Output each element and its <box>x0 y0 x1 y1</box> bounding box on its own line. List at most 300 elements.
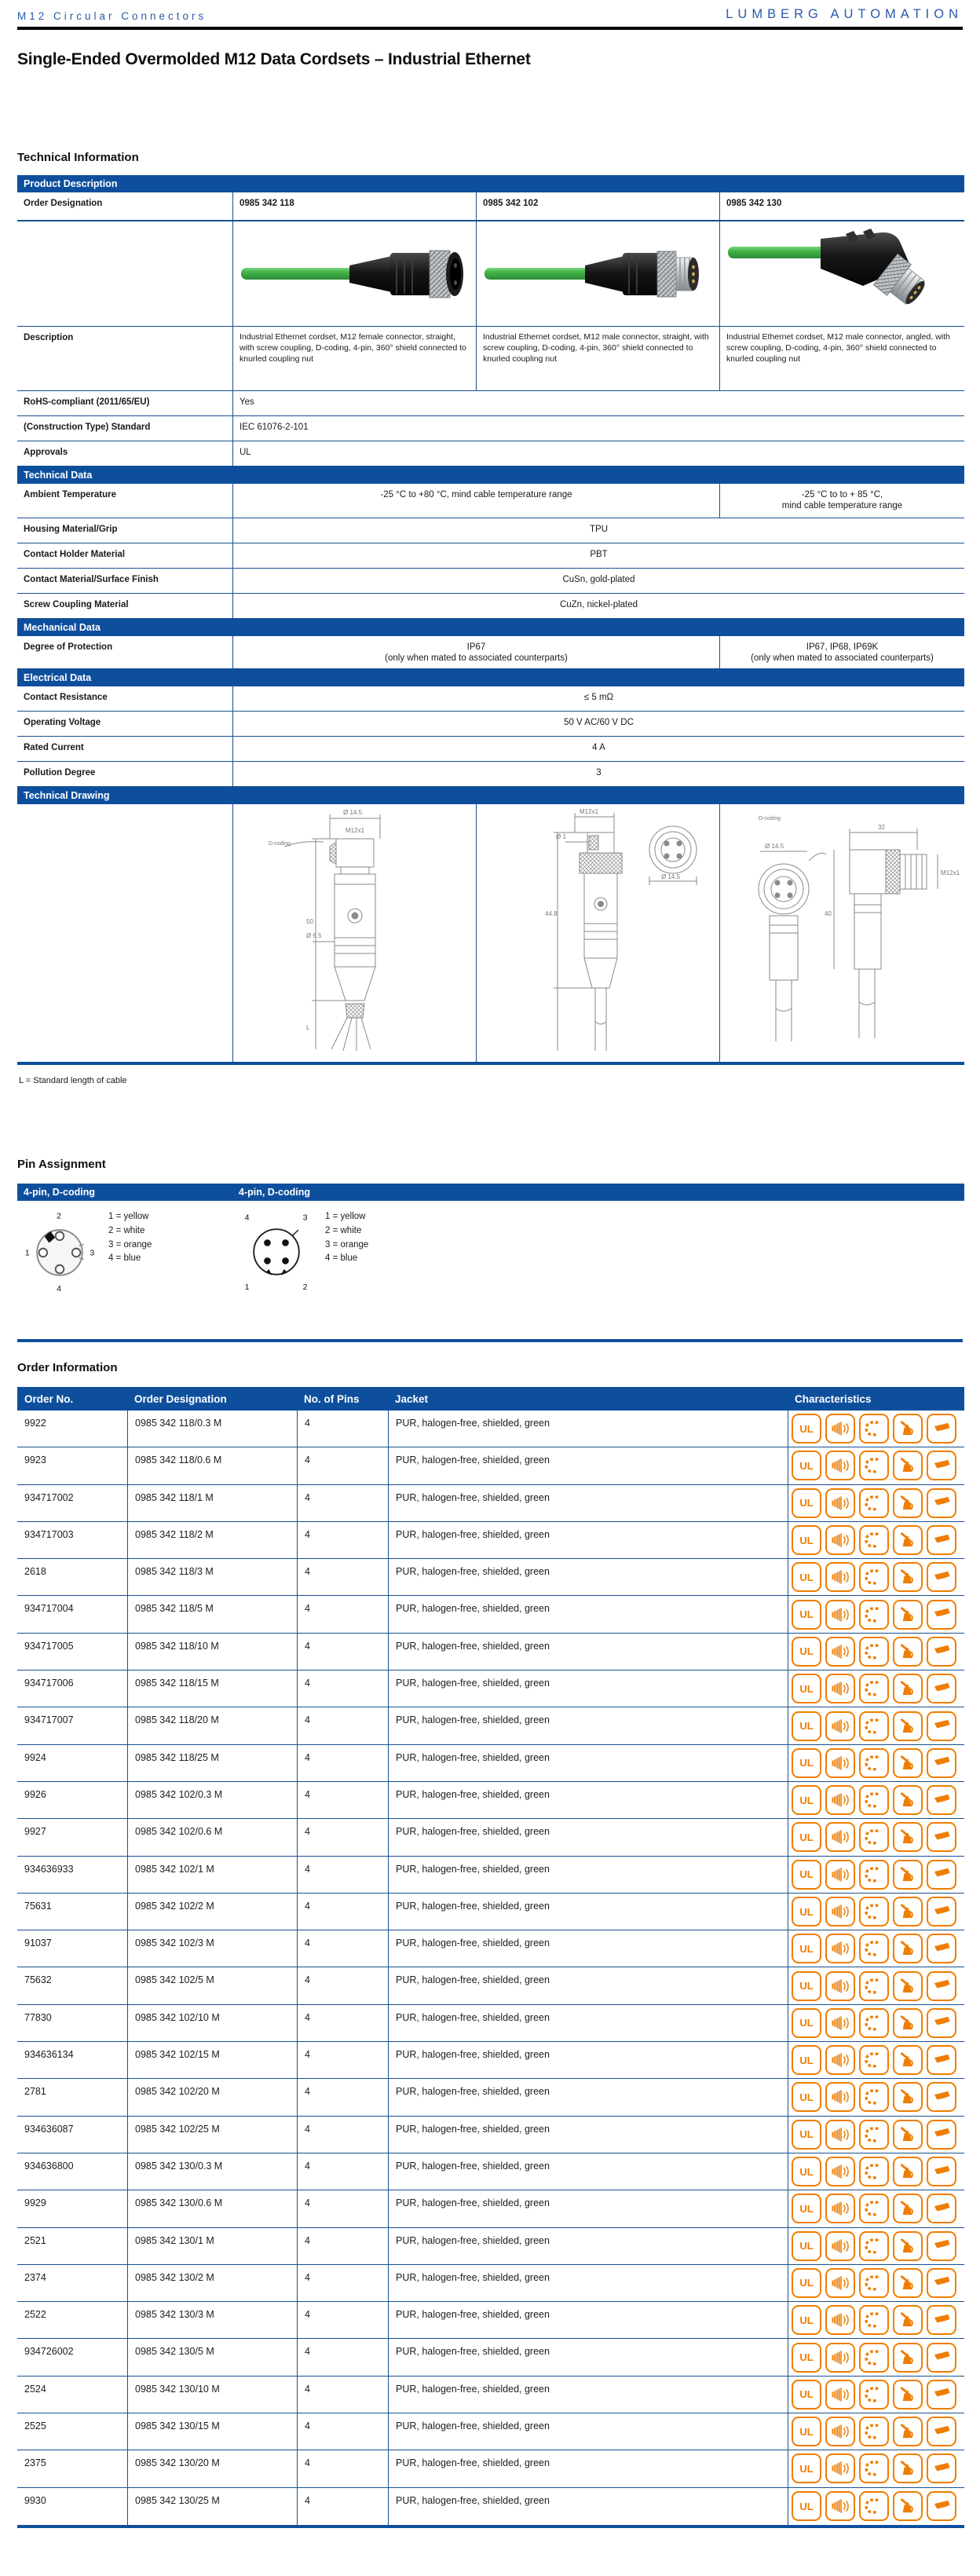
oil-icon <box>893 1785 923 1815</box>
ul-icon: UL <box>792 1674 821 1703</box>
order-designation-cell: 0985 342 118/1 M <box>127 1485 297 1521</box>
order-designation-cell: 0985 342 102/15 M <box>127 2042 297 2078</box>
order-no-cell: 2525 <box>24 2420 46 2432</box>
oil-icon <box>893 2045 923 2075</box>
characteristics-cell <box>788 1447 964 1484</box>
weld-icon <box>927 1897 956 1927</box>
empty-label-cell <box>17 221 232 326</box>
legend-line: 2 = white <box>325 1225 362 1235</box>
drag-chain-icon <box>859 2082 889 2112</box>
weld-icon <box>927 2305 956 2335</box>
characteristics-cell <box>788 1411 964 1447</box>
weld-icon <box>927 2491 956 2521</box>
degree-main-line2: (only when mated to associated counterparts) <box>385 653 568 664</box>
rohs-row <box>17 391 964 416</box>
pins-cell: 4 <box>297 1967 388 2003</box>
degree-main-line1: IP67 <box>466 642 486 652</box>
emc-icon <box>825 1562 855 1592</box>
ambient-temperature-row <box>17 484 964 518</box>
order-table-row <box>17 2079 964 2116</box>
order-table-header <box>17 1387 964 1411</box>
order-designation-cell: 0985 342 130/1 M <box>127 2228 297 2264</box>
order-no-cell: 2781 <box>24 2086 46 2098</box>
ul-icon: UL <box>792 2157 821 2186</box>
ul-icon: UL <box>792 1860 821 1890</box>
ul-icon: UL <box>792 1748 821 1778</box>
legend-line: 4 = blue <box>108 1253 141 1264</box>
row-label: Operating Voltage <box>24 718 101 727</box>
characteristics-cell <box>788 2450 964 2486</box>
jacket-cell: PUR, halogen-free, shielded, green <box>388 1670 788 1707</box>
rated-current-row <box>17 737 964 762</box>
pin-diagram-group-female <box>17 1207 232 1303</box>
svg-text:50: 50 <box>305 918 313 925</box>
pins-cell: 4 <box>297 1596 388 1632</box>
male-pin-diagram <box>239 1207 314 1295</box>
order-designation-cell: 0985 342 130/0.3 M <box>127 2153 297 2190</box>
order-designation-cell: 0985 342 118/25 M <box>127 1745 297 1781</box>
order-table-row <box>17 2228 964 2265</box>
oil-icon <box>893 2082 923 2112</box>
row-label: RoHS-compliant (2011/65/EU) <box>24 397 150 407</box>
order-designation-cell: 0985 342 118/20 M <box>127 1707 297 1744</box>
jacket-cell: PUR, halogen-free, shielded, green <box>388 1447 788 1484</box>
ul-icon: UL <box>792 2453 821 2483</box>
jacket-cell: PUR, halogen-free, shielded, green <box>388 1894 788 1930</box>
emc-icon <box>825 2194 855 2223</box>
order-table-row <box>17 1819 964 1856</box>
jacket-cell: PUR, halogen-free, shielded, green <box>388 2265 788 2301</box>
pollution-degree-row <box>17 762 964 787</box>
dim-label: Ø 14.5 <box>660 873 680 880</box>
oil-icon <box>893 1711 923 1741</box>
jacket-cell: PUR, halogen-free, shielded, green <box>388 2228 788 2264</box>
jacket-cell: PUR, halogen-free, shielded, green <box>388 1707 788 1744</box>
weld-icon <box>927 1785 956 1815</box>
legend-line: 3 = orange <box>108 1239 152 1250</box>
order-no-cell: 934717005 <box>24 1640 74 1652</box>
legend-line: 1 = yellow <box>325 1212 366 1221</box>
technical-information-table <box>17 175 964 1065</box>
order-table-body <box>17 1411 964 2525</box>
characteristics-cell <box>788 1596 964 1632</box>
emc-icon <box>825 2120 855 2150</box>
pin-assignment-table <box>17 1184 964 1303</box>
oil-icon <box>893 2380 923 2410</box>
oil-icon <box>893 2194 923 2223</box>
col-header-no-of-pins: No. of Pins <box>304 1392 360 1405</box>
pins-cell: 4 <box>297 1485 388 1521</box>
emc-icon <box>825 1934 855 1963</box>
pin-diagram-group-male <box>232 1207 368 1303</box>
female-pin-diagram <box>22 1207 97 1295</box>
oil-icon <box>893 1488 923 1518</box>
electrical-data-banner: Electrical Data <box>17 669 964 686</box>
oil-icon <box>893 2120 923 2150</box>
ambient-line2: mind cable temperature range <box>781 501 903 511</box>
emc-icon <box>825 1860 855 1890</box>
row-label: Contact Holder Material <box>24 550 126 559</box>
drag-chain-icon <box>859 2380 889 2410</box>
emc-icon <box>825 2082 855 2112</box>
ambient-line1: -25 °C to to + 85 °C, <box>801 490 883 499</box>
pin-number: 1 <box>244 1282 250 1292</box>
order-table-row <box>17 2377 964 2413</box>
characteristics-cell <box>788 2413 964 2450</box>
emc-icon <box>825 1525 855 1555</box>
order-table-row <box>17 1596 964 1633</box>
technical-data-banner: Technical Data <box>17 467 964 484</box>
drag-chain-icon <box>859 2157 889 2186</box>
order-table-row <box>17 1522 964 1559</box>
order-designation-cell: 0985 342 118/15 M <box>127 1670 297 1707</box>
weld-icon <box>927 1637 956 1667</box>
jacket-cell: PUR, halogen-free, shielded, green <box>388 2117 788 2153</box>
row-label: (Construction Type) Standard <box>24 423 151 432</box>
order-information-table <box>17 1387 964 2528</box>
product-photo-male-angled <box>719 221 964 326</box>
order-designation-cell: 0985 342 102/1 M <box>127 1857 297 1893</box>
pins-cell: 4 <box>297 2265 388 2301</box>
product-photo-male-straight <box>476 221 719 326</box>
jacket-cell: PUR, halogen-free, shielded, green <box>388 1745 788 1781</box>
order-designation-cell: 0985 342 118/0.3 M <box>127 1411 297 1447</box>
order-designation-cell: 0985 342 102/2 M <box>127 1894 297 1930</box>
order-no-cell: 934717006 <box>24 1678 74 1689</box>
drag-chain-icon <box>859 1711 889 1741</box>
order-designation-cell: 0985 342 118/3 M <box>127 1559 297 1595</box>
col-header-order-no: Order No. <box>24 1392 74 1405</box>
order-table-row <box>17 1894 964 1930</box>
characteristics-cell <box>788 2005 964 2041</box>
emc-icon <box>825 2453 855 2483</box>
description-102: Industrial Ethernet cordset, M12 male connector, straight, with screw coupling, D-coding, 4-pin, 360° shield connected to knurled coupling nut <box>476 327 719 390</box>
emc-icon <box>825 1971 855 2001</box>
pins-cell: 4 <box>297 1670 388 1707</box>
ul-icon: UL <box>792 2343 821 2373</box>
jacket-cell: PUR, halogen-free, shielded, green <box>388 2488 788 2525</box>
order-table-row <box>17 1857 964 1894</box>
emc-icon <box>825 2045 855 2075</box>
weld-icon <box>927 1748 956 1778</box>
ul-icon: UL <box>792 1525 821 1555</box>
drawing-male-angled <box>719 804 964 1062</box>
drag-chain-icon <box>859 1934 889 1963</box>
order-no-cell: 91037 <box>24 1937 52 1949</box>
pins-cell: 4 <box>297 1707 388 1744</box>
pins-cell: 4 <box>297 2413 388 2450</box>
row-label: Housing Material/Grip <box>24 525 118 534</box>
row-label: Contact Resistance <box>24 693 108 702</box>
degree-value-main <box>232 636 719 668</box>
order-no-cell: 934717002 <box>24 1491 74 1503</box>
weld-icon <box>927 2082 956 2112</box>
order-table-row <box>17 2488 964 2525</box>
order-designation-102: 0985 342 102 <box>476 192 719 220</box>
col-header-order-designation: Order Designation <box>134 1392 227 1405</box>
dim-label: Ø 14.5 <box>342 809 362 816</box>
ul-icon: UL <box>792 1711 821 1741</box>
description-row <box>17 327 964 391</box>
emc-icon <box>825 2305 855 2335</box>
characteristics-cell <box>788 1857 964 1893</box>
oil-icon <box>893 2343 923 2373</box>
oil-icon <box>893 1674 923 1703</box>
characteristics-cell <box>788 1485 964 1521</box>
ul-icon: UL <box>792 2231 821 2261</box>
drawing-female-straight <box>232 804 476 1062</box>
order-designation-cell: 0985 342 102/20 M <box>127 2079 297 2115</box>
emc-icon <box>825 2157 855 2186</box>
jacket-cell: PUR, halogen-free, shielded, green <box>388 2413 788 2450</box>
ul-icon: UL <box>792 2380 821 2410</box>
drag-chain-icon <box>859 1822 889 1852</box>
order-no-cell: 9922 <box>24 1418 46 1429</box>
drag-chain-icon <box>859 2343 889 2373</box>
oil-icon <box>893 1525 923 1555</box>
ul-icon: UL <box>792 2268 821 2298</box>
order-no-cell: 2522 <box>24 2309 46 2321</box>
oil-icon <box>893 2305 923 2335</box>
order-designation-cell: 0985 342 102/5 M <box>127 1967 297 2003</box>
emc-icon <box>825 2417 855 2446</box>
oil-icon <box>893 1748 923 1778</box>
ul-icon: UL <box>792 1971 821 2001</box>
weld-icon <box>927 2157 956 2186</box>
weld-icon <box>927 1674 956 1703</box>
jacket-cell: PUR, halogen-free, shielded, green <box>388 1634 788 1670</box>
drag-chain-icon <box>859 2194 889 2223</box>
characteristics-cell <box>788 2079 964 2115</box>
dim-label: L <box>305 1024 309 1031</box>
order-designation-118: 0985 342 118 <box>232 192 476 220</box>
weld-icon <box>927 2453 956 2483</box>
pins-cell: 4 <box>297 2339 388 2375</box>
col-header-characteristics: Characteristics <box>795 1392 872 1405</box>
characteristics-cell <box>788 1745 964 1781</box>
order-table-row <box>17 1745 964 1782</box>
drag-chain-icon <box>859 2120 889 2150</box>
pins-cell: 4 <box>297 1857 388 1893</box>
order-no-cell: 9929 <box>24 2197 46 2209</box>
degree-value-130 <box>719 636 964 668</box>
order-table-row <box>17 2190 964 2227</box>
drawing-male-straight <box>476 804 719 1062</box>
oil-icon <box>893 1860 923 1890</box>
pin-number: 2 <box>57 1211 62 1221</box>
pins-cell: 4 <box>297 2153 388 2190</box>
pin-number: 3 <box>90 1248 95 1258</box>
ul-icon: UL <box>792 1488 821 1518</box>
coding-banner-female: 4-pin, D-coding <box>24 1187 95 1198</box>
ambient-value-130 <box>719 484 964 518</box>
emc-icon <box>825 1451 855 1480</box>
weld-icon <box>927 1562 956 1592</box>
order-table-row <box>17 1782 964 1819</box>
order-no-cell: 934636800 <box>24 2160 74 2172</box>
characteristics-cell <box>788 2377 964 2413</box>
order-designation-cell: 0985 342 118/5 M <box>127 1596 297 1632</box>
characteristics-cell <box>788 1707 964 1744</box>
order-no-cell: 9927 <box>24 1826 46 1838</box>
pin-number: 3 <box>302 1213 308 1223</box>
characteristics-cell <box>788 1894 964 1930</box>
pollution-degree-value: 3 <box>232 762 964 786</box>
jacket-cell: PUR, halogen-free, shielded, green <box>388 2450 788 2486</box>
drag-chain-icon <box>859 1525 889 1555</box>
row-label: Ambient Temperature <box>24 490 117 499</box>
pin-number: 4 <box>57 1283 62 1293</box>
drag-chain-icon <box>859 2453 889 2483</box>
order-table-row <box>17 2450 964 2487</box>
order-designation-cell: 0985 342 102/25 M <box>127 2117 297 2153</box>
pins-cell: 4 <box>297 2302 388 2338</box>
jacket-cell: PUR, halogen-free, shielded, green <box>388 1967 788 2003</box>
pins-cell: 4 <box>297 1634 388 1670</box>
order-table-row <box>17 2339 964 2376</box>
characteristics-cell <box>788 1819 964 1855</box>
order-no-cell: 2374 <box>24 2271 46 2283</box>
contact-resistance-row <box>17 686 964 712</box>
row-label: Description <box>24 333 74 342</box>
oil-icon <box>893 1600 923 1630</box>
emc-icon <box>825 1748 855 1778</box>
approvals-row <box>17 441 964 467</box>
order-no-cell: 9930 <box>24 2494 46 2506</box>
approvals-value: UL <box>232 441 964 466</box>
svg-text:32: 32 <box>877 824 885 831</box>
order-no-cell: 75631 <box>24 1900 52 1912</box>
row-label: Pollution Degree <box>24 768 96 778</box>
housing-value: TPU <box>232 518 964 543</box>
drag-chain-icon <box>859 1562 889 1592</box>
pins-cell: 4 <box>297 2450 388 2486</box>
characteristics-cell <box>788 1782 964 1818</box>
weld-icon <box>927 1860 956 1890</box>
pins-cell: 4 <box>297 2488 388 2525</box>
jacket-cell: PUR, halogen-free, shielded, green <box>388 2339 788 2375</box>
order-table-row <box>17 1670 964 1707</box>
pin-legend-female <box>108 1210 152 1303</box>
order-table-row <box>17 2117 964 2153</box>
brand-logo-text: LUMBERG AUTOMATION <box>726 7 963 21</box>
ul-icon: UL <box>792 2417 821 2446</box>
standard-row <box>17 416 964 441</box>
order-designation-130: 0985 342 130 <box>719 192 964 220</box>
pin-legend-male <box>325 1210 368 1303</box>
weld-icon <box>927 1822 956 1852</box>
weld-icon <box>927 2268 956 2298</box>
oil-icon <box>893 2417 923 2446</box>
degree-130-line1: IP67, IP68, IP69K <box>806 642 879 652</box>
svg-text:44.8: 44.8 <box>544 910 558 917</box>
characteristics-cell <box>788 1967 964 2003</box>
page-header <box>0 0 980 22</box>
order-designation-cell: 0985 342 130/5 M <box>127 2339 297 2375</box>
order-table-row <box>17 1930 964 1967</box>
weld-icon <box>927 1525 956 1555</box>
emc-icon <box>825 2268 855 2298</box>
col-header-jacket: Jacket <box>395 1392 429 1405</box>
order-no-cell: 9923 <box>24 1454 46 1466</box>
pins-cell: 4 <box>297 2042 388 2078</box>
rated-current-value: 4 A <box>232 737 964 761</box>
oil-icon <box>893 1562 923 1592</box>
order-no-cell: 934636134 <box>24 2049 74 2061</box>
pins-cell: 4 <box>297 2117 388 2153</box>
jacket-cell: PUR, halogen-free, shielded, green <box>388 1559 788 1595</box>
weld-icon <box>927 1711 956 1741</box>
order-information-heading: Order Information <box>17 1361 118 1374</box>
emc-icon <box>825 1822 855 1852</box>
standard-value: IEC 61076-2-101 <box>232 416 964 441</box>
ul-icon: UL <box>792 1785 821 1815</box>
pins-cell: 4 <box>297 1745 388 1781</box>
order-table-row <box>17 1485 964 1522</box>
jacket-cell: PUR, halogen-free, shielded, green <box>388 2079 788 2115</box>
pins-cell: 4 <box>297 1447 388 1484</box>
characteristics-cell <box>788 2190 964 2227</box>
order-no-cell: 2375 <box>24 2457 46 2469</box>
jacket-cell: PUR, halogen-free, shielded, green <box>388 1485 788 1521</box>
emc-icon <box>825 1488 855 1518</box>
row-label: Rated Current <box>24 743 84 752</box>
order-table-row <box>17 2005 964 2042</box>
product-photo-female-straight <box>232 221 476 326</box>
row-label: Order Designation <box>24 199 103 208</box>
order-table-row <box>17 2042 964 2079</box>
drag-chain-icon <box>859 1971 889 2001</box>
row-label: Screw Coupling Material <box>24 600 129 609</box>
contact-resistance-value: ≤ 5 mΩ <box>232 686 964 711</box>
ul-icon: UL <box>792 2194 821 2223</box>
characteristics-cell <box>788 1930 964 1967</box>
order-designation-cell: 0985 342 130/0.6 M <box>127 2190 297 2227</box>
order-table-row <box>17 2265 964 2302</box>
drag-chain-icon <box>859 1897 889 1927</box>
jacket-cell: PUR, halogen-free, shielded, green <box>388 1930 788 1967</box>
order-no-cell: 934636087 <box>24 2123 74 2135</box>
order-designation-cell: 0985 342 130/20 M <box>127 2450 297 2486</box>
ul-icon: UL <box>792 1600 821 1630</box>
drag-chain-icon <box>859 1451 889 1480</box>
pins-cell: 4 <box>297 1819 388 1855</box>
product-description-banner: Product Description <box>17 175 964 192</box>
ul-icon: UL <box>792 1414 821 1444</box>
emc-icon <box>825 1414 855 1444</box>
operating-voltage-row <box>17 712 964 737</box>
jacket-cell: PUR, halogen-free, shielded, green <box>388 2377 788 2413</box>
order-designation-cell: 0985 342 130/3 M <box>127 2302 297 2338</box>
order-no-cell: 2618 <box>24 1566 46 1578</box>
order-table-row <box>17 1967 964 2004</box>
order-no-cell: 9926 <box>24 1788 46 1800</box>
weld-icon <box>927 2231 956 2261</box>
oil-icon <box>893 1414 923 1444</box>
pin-number: 2 <box>302 1282 308 1292</box>
contact-holder-value: PBT <box>232 543 964 568</box>
ambient-value-main: -25 °C to +80 °C, mind cable temperature range <box>232 484 719 518</box>
row-label: Contact Material/Surface Finish <box>24 575 159 584</box>
weld-icon <box>927 2343 956 2373</box>
ul-icon: UL <box>792 2045 821 2075</box>
row-label: Degree of Protection <box>24 642 113 652</box>
emc-icon <box>825 1711 855 1741</box>
dim-label: D-coding <box>268 841 291 847</box>
order-designation-cell: 0985 342 130/2 M <box>127 2265 297 2301</box>
drag-chain-icon <box>859 2008 889 2038</box>
characteristics-cell <box>788 2153 964 2190</box>
